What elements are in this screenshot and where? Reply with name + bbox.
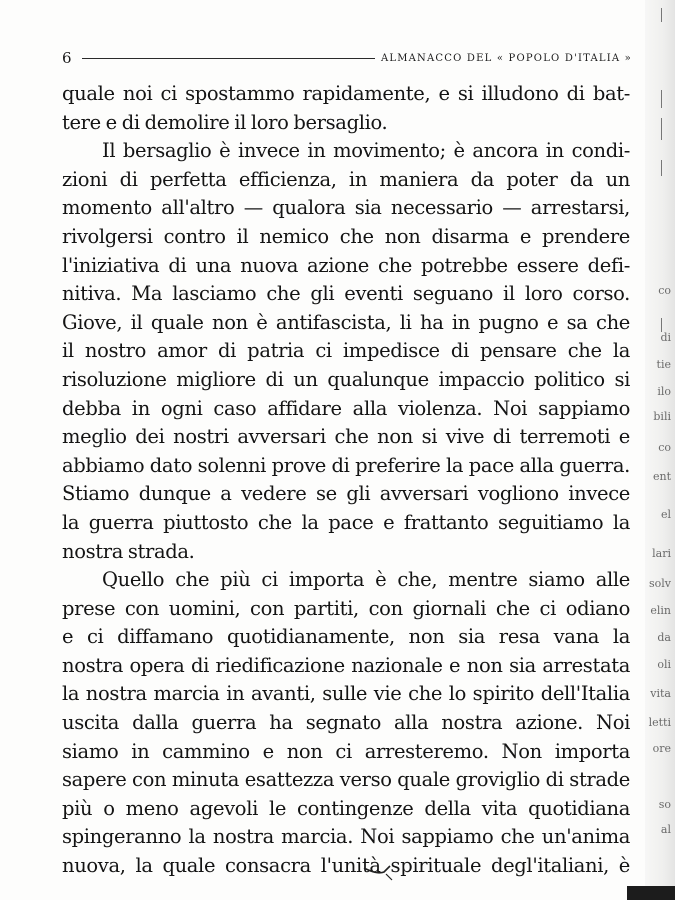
text-line: Stiamo dunque a vedere se gli avversari vogliono invece [62, 482, 630, 506]
edge-rule-mark [661, 90, 662, 108]
text-line: tere e di demolire il loro bersaglio. [62, 110, 388, 134]
edge-fragment: solv [649, 577, 671, 590]
edge-fragment: ilo [657, 385, 671, 398]
edge-fragment: co [658, 441, 671, 454]
text-line: e ci diffamano quotidianamente, non sia resa vana la [62, 625, 630, 649]
edge-fragment: da [657, 631, 671, 644]
edge-fragment: co [658, 284, 671, 297]
edge-fragment: oli [657, 658, 671, 671]
edge-fragment: bili [653, 410, 671, 423]
page-header [62, 48, 632, 68]
next-page-edge [645, 0, 675, 900]
text-line: uscita dalla guerra ha segnato alla nostra azione. Noi [62, 711, 630, 735]
scan-border [627, 886, 675, 900]
edge-fragment: vita [650, 687, 671, 700]
edge-rule-mark [661, 8, 662, 22]
edge-fragment: ore [652, 742, 671, 755]
text-line: debba in ogni caso affidare alla violenza. Noi sappiamo [62, 396, 630, 420]
text-line: quale noi ci spostammo rapidamente, e si illudono di bat- [62, 82, 630, 105]
text-line: sapere con minuta esattezza verso quale groviglio di strade [62, 768, 630, 792]
edge-fragment: letti [648, 716, 671, 729]
header-rule [82, 58, 375, 59]
text-line: nostra opera di riedificazione nazionale e non sia arrestata [62, 653, 630, 677]
text-line: nitiva. Ma lasciamo che gli eventi seguano il loro corso. [62, 282, 630, 306]
text-line: la nostra marcia in avanti, sulle vie che lo spirito dell'Italia [62, 682, 630, 706]
edge-fragment: el [660, 508, 671, 521]
edge-fragment: lari [652, 547, 671, 560]
text-line: risoluzione migliore di un qualunque impaccio politico si [62, 367, 630, 391]
text-line: spingeranno la nostra marcia. Noi sappiamo che un'anima [62, 825, 630, 849]
text-line: nostra strada. [62, 539, 195, 563]
text-line: più o meno agevoli le contingenze della vita quotidiana [62, 796, 630, 820]
printer-ornament-icon [362, 860, 402, 884]
text-line: rivolgersi contro il nemico che non disarma e prendere [62, 224, 630, 248]
page-number: 6 [62, 49, 72, 67]
text-line: l'iniziativa di una nuova azione che potrebbe essere defi- [62, 253, 630, 277]
edge-fragment: elin [650, 604, 671, 617]
running-head: ALMANACCO DEL « POPOLO D'ITALIA » [380, 52, 632, 64]
text-line: la guerra piuttosto che la pace e frattanto seguitiamo la [62, 510, 630, 534]
edge-fragment: ent [652, 470, 671, 483]
edge-fragment: al [660, 823, 671, 836]
text-line: Il bersaglio è invece in movimento; è ancora in condi- [102, 139, 630, 163]
text-line: siamo in cammino e non ci arresteremo. Non importa [62, 739, 630, 763]
text-line: zioni di perfetta efficienza, in maniera da poter da un [62, 167, 630, 191]
edge-fragment: so [658, 798, 671, 811]
edge-rule-mark [661, 160, 662, 176]
edge-rule-mark [661, 318, 662, 332]
text-line: meglio dei nostri avversari che non si vive di terremoti e [62, 425, 630, 449]
body-text [62, 80, 630, 881]
text-line: prese con uomini, con partiti, con giornali che ci odiano [62, 596, 630, 620]
text-line: il nostro amor di patria ci impedisce di pensare che la [62, 339, 630, 363]
text-line: Quello che più ci importa è che, mentre siamo alle [102, 568, 630, 592]
text-line: nuova, la quale consacra l'unità spirituale degl'italiani, è [62, 854, 630, 878]
text-line: Giove, il quale non è antifascista, li ha in pugno e sa che [62, 310, 630, 334]
text-line: momento all'altro — qualora sia necessario — arrestarsi, [62, 196, 630, 220]
edge-fragment: di [660, 331, 671, 344]
edge-fragment: tie [656, 358, 671, 371]
text-line: abbiamo dato solenni prove di preferire la pace alla guerra. [62, 453, 630, 477]
edge-rule-mark [661, 118, 662, 140]
